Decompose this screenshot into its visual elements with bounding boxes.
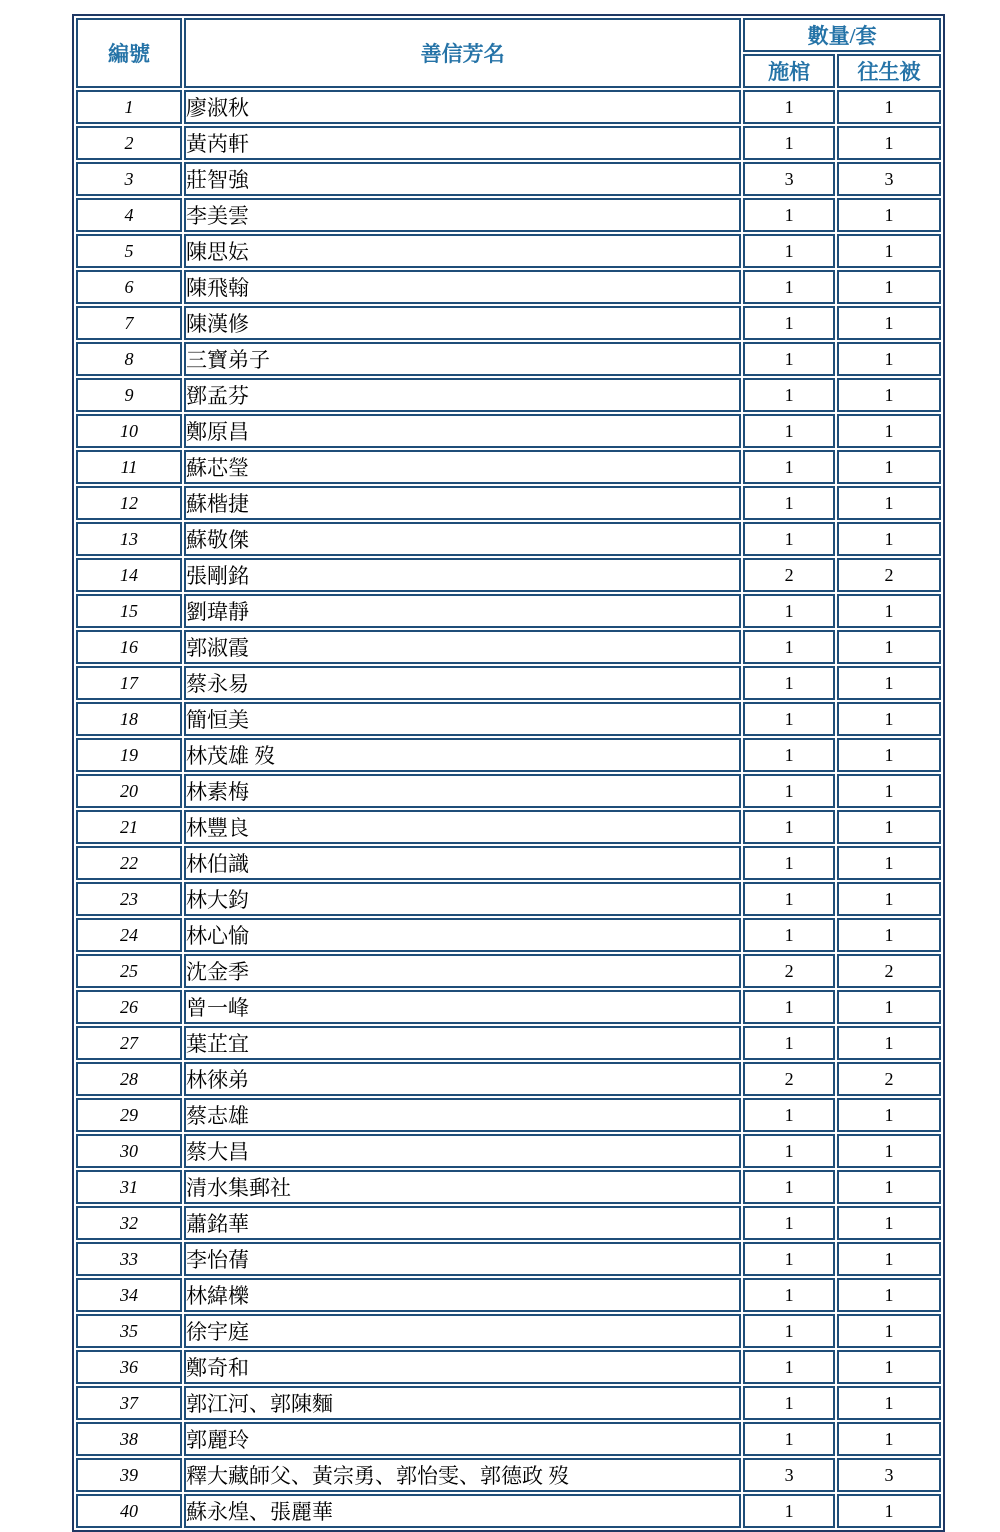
row-blanket-qty-cell: 1: [837, 1242, 941, 1276]
table-row: [76, 918, 941, 952]
row-coffin-qty-cell: 1: [743, 702, 835, 736]
row-coffin-qty-cell: 1: [743, 1206, 835, 1240]
row-id-cell: 4: [76, 198, 182, 232]
table-row: [76, 198, 941, 232]
row-id-cell: 40: [76, 1494, 182, 1528]
row-id-cell: 14: [76, 558, 182, 592]
document-sheet: [72, 14, 945, 1532]
row-coffin-qty-cell: 1: [743, 882, 835, 916]
row-coffin-qty-cell: 3: [743, 1458, 835, 1492]
row-name-cell: 鄧孟芬: [184, 378, 741, 412]
row-blanket-qty-cell: 1: [837, 234, 941, 268]
table-header: [76, 18, 941, 88]
table-row: [76, 1206, 941, 1240]
row-coffin-qty-cell: 1: [743, 1242, 835, 1276]
row-id-cell: 34: [76, 1278, 182, 1312]
table-row: [76, 522, 941, 556]
table-row: [76, 378, 941, 412]
row-coffin-qty-cell: 1: [743, 306, 835, 340]
row-blanket-qty-cell: 1: [837, 1386, 941, 1420]
row-name-cell: 徐宇庭: [184, 1314, 741, 1348]
row-coffin-qty-cell: 1: [743, 594, 835, 628]
row-blanket-qty-cell: 3: [837, 1458, 941, 1492]
row-id-cell: 23: [76, 882, 182, 916]
row-blanket-qty-cell: 1: [837, 846, 941, 880]
row-coffin-qty-cell: 1: [743, 1386, 835, 1420]
column-header-quantity-group: 數量/套: [743, 18, 941, 52]
row-blanket-qty-cell: 1: [837, 270, 941, 304]
table-row: [76, 990, 941, 1024]
row-coffin-qty-cell: 1: [743, 630, 835, 664]
table-row: [76, 450, 941, 484]
row-id-cell: 32: [76, 1206, 182, 1240]
row-blanket-qty-cell: 1: [837, 1422, 941, 1456]
row-blanket-qty-cell: 2: [837, 1062, 941, 1096]
table-row: [76, 954, 941, 988]
row-blanket-qty-cell: 1: [837, 378, 941, 412]
row-coffin-qty-cell: 1: [743, 126, 835, 160]
table-row: [76, 1026, 941, 1060]
row-id-cell: 37: [76, 1386, 182, 1420]
table-row: [76, 1170, 941, 1204]
row-blanket-qty-cell: 1: [837, 918, 941, 952]
row-name-cell: 三寶弟子: [184, 342, 741, 376]
row-id-cell: 9: [76, 378, 182, 412]
row-id-cell: 33: [76, 1242, 182, 1276]
row-name-cell: 莊智強: [184, 162, 741, 196]
row-id-cell: 16: [76, 630, 182, 664]
row-name-cell: 張剛銘: [184, 558, 741, 592]
row-id-cell: 10: [76, 414, 182, 448]
row-coffin-qty-cell: 1: [743, 198, 835, 232]
row-blanket-qty-cell: 1: [837, 522, 941, 556]
row-name-cell: 蘇楷捷: [184, 486, 741, 520]
row-name-cell: 林素梅: [184, 774, 741, 808]
row-name-cell: 葉芷宜: [184, 1026, 741, 1060]
table-row: [76, 1422, 941, 1456]
row-id-cell: 8: [76, 342, 182, 376]
row-blanket-qty-cell: 1: [837, 774, 941, 808]
table-row: [76, 234, 941, 268]
row-coffin-qty-cell: 1: [743, 1098, 835, 1132]
row-coffin-qty-cell: 1: [743, 1314, 835, 1348]
column-header-name: 善信芳名: [184, 18, 741, 88]
table-row: [76, 1062, 941, 1096]
row-coffin-qty-cell: 2: [743, 1062, 835, 1096]
row-blanket-qty-cell: 1: [837, 666, 941, 700]
row-blanket-qty-cell: 1: [837, 306, 941, 340]
row-name-cell: 蘇永煌、張麗華: [184, 1494, 741, 1528]
row-name-cell: 釋大藏師父、黃宗勇、郭怡雯、郭德政 歿: [184, 1458, 741, 1492]
table-row: [76, 414, 941, 448]
row-id-cell: 18: [76, 702, 182, 736]
row-blanket-qty-cell: 1: [837, 414, 941, 448]
row-name-cell: 鄭奇和: [184, 1350, 741, 1384]
table-row: [76, 1386, 941, 1420]
row-coffin-qty-cell: 1: [743, 450, 835, 484]
row-blanket-qty-cell: 1: [837, 882, 941, 916]
table-row: [76, 126, 941, 160]
table-row: [76, 306, 941, 340]
row-coffin-qty-cell: 1: [743, 1494, 835, 1528]
row-coffin-qty-cell: 1: [743, 918, 835, 952]
row-blanket-qty-cell: 1: [837, 342, 941, 376]
row-blanket-qty-cell: 2: [837, 954, 941, 988]
row-name-cell: 沈金季: [184, 954, 741, 988]
row-id-cell: 13: [76, 522, 182, 556]
column-header-id: 編號: [76, 18, 182, 88]
row-id-cell: 36: [76, 1350, 182, 1384]
table-row: [76, 594, 941, 628]
row-blanket-qty-cell: 1: [837, 486, 941, 520]
row-name-cell: 蕭銘華: [184, 1206, 741, 1240]
row-coffin-qty-cell: 3: [743, 162, 835, 196]
row-blanket-qty-cell: 1: [837, 450, 941, 484]
row-id-cell: 25: [76, 954, 182, 988]
donor-roster-table: [72, 14, 945, 1532]
row-name-cell: 林徠弟: [184, 1062, 741, 1096]
column-header-blanket: 往生被: [837, 54, 941, 88]
row-coffin-qty-cell: 1: [743, 486, 835, 520]
row-coffin-qty-cell: 1: [743, 342, 835, 376]
table-row: [76, 774, 941, 808]
row-id-cell: 31: [76, 1170, 182, 1204]
row-id-cell: 22: [76, 846, 182, 880]
row-id-cell: 2: [76, 126, 182, 160]
row-id-cell: 3: [76, 162, 182, 196]
table-row: [76, 486, 941, 520]
row-id-cell: 12: [76, 486, 182, 520]
row-name-cell: 郭麗玲: [184, 1422, 741, 1456]
table-row: [76, 1350, 941, 1384]
row-name-cell: 林心愉: [184, 918, 741, 952]
table-row: [76, 1314, 941, 1348]
row-id-cell: 1: [76, 90, 182, 124]
row-coffin-qty-cell: 1: [743, 234, 835, 268]
row-blanket-qty-cell: 1: [837, 1170, 941, 1204]
row-coffin-qty-cell: 1: [743, 846, 835, 880]
row-id-cell: 11: [76, 450, 182, 484]
row-id-cell: 7: [76, 306, 182, 340]
table-row: [76, 738, 941, 772]
row-coffin-qty-cell: 1: [743, 1134, 835, 1168]
row-name-cell: 劉瑋靜: [184, 594, 741, 628]
row-coffin-qty-cell: 1: [743, 378, 835, 412]
row-coffin-qty-cell: 1: [743, 1026, 835, 1060]
row-name-cell: 林大鈞: [184, 882, 741, 916]
row-name-cell: 陳漢修: [184, 306, 741, 340]
table-row: [76, 630, 941, 664]
row-name-cell: 曾一峰: [184, 990, 741, 1024]
row-name-cell: 郭江河、郭陳麵: [184, 1386, 741, 1420]
row-coffin-qty-cell: 1: [743, 270, 835, 304]
row-id-cell: 17: [76, 666, 182, 700]
row-blanket-qty-cell: 1: [837, 126, 941, 160]
row-name-cell: 蘇敬傑: [184, 522, 741, 556]
row-coffin-qty-cell: 1: [743, 774, 835, 808]
row-coffin-qty-cell: 2: [743, 558, 835, 592]
table-row: [76, 810, 941, 844]
row-id-cell: 35: [76, 1314, 182, 1348]
row-blanket-qty-cell: 1: [837, 1026, 941, 1060]
row-id-cell: 5: [76, 234, 182, 268]
row-coffin-qty-cell: 1: [743, 90, 835, 124]
row-id-cell: 15: [76, 594, 182, 628]
table-row: [76, 1458, 941, 1492]
row-coffin-qty-cell: 1: [743, 1170, 835, 1204]
row-name-cell: 蘇芯瑩: [184, 450, 741, 484]
row-coffin-qty-cell: 1: [743, 738, 835, 772]
row-coffin-qty-cell: 1: [743, 810, 835, 844]
row-name-cell: 林緯櫟: [184, 1278, 741, 1312]
table-row: [76, 558, 941, 592]
row-id-cell: 26: [76, 990, 182, 1024]
row-name-cell: 林豐良: [184, 810, 741, 844]
table-row: [76, 846, 941, 880]
row-id-cell: 19: [76, 738, 182, 772]
row-coffin-qty-cell: 2: [743, 954, 835, 988]
row-coffin-qty-cell: 1: [743, 1350, 835, 1384]
row-id-cell: 6: [76, 270, 182, 304]
row-name-cell: 清水集郵社: [184, 1170, 741, 1204]
row-id-cell: 21: [76, 810, 182, 844]
row-coffin-qty-cell: 1: [743, 414, 835, 448]
row-name-cell: 林伯識: [184, 846, 741, 880]
row-coffin-qty-cell: 1: [743, 990, 835, 1024]
row-blanket-qty-cell: 1: [837, 1206, 941, 1240]
row-name-cell: 蔡志雄: [184, 1098, 741, 1132]
row-blanket-qty-cell: 1: [837, 1314, 941, 1348]
row-id-cell: 29: [76, 1098, 182, 1132]
table-row: [76, 162, 941, 196]
row-blanket-qty-cell: 1: [837, 810, 941, 844]
row-name-cell: 鄭原昌: [184, 414, 741, 448]
table-row: [76, 1098, 941, 1132]
table-row: [76, 270, 941, 304]
row-id-cell: 38: [76, 1422, 182, 1456]
table-row: [76, 1134, 941, 1168]
row-blanket-qty-cell: 1: [837, 90, 941, 124]
row-name-cell: 郭淑霞: [184, 630, 741, 664]
row-name-cell: 李怡蒨: [184, 1242, 741, 1276]
row-blanket-qty-cell: 2: [837, 558, 941, 592]
table-row: [76, 1278, 941, 1312]
table-body: [76, 90, 941, 1528]
row-coffin-qty-cell: 1: [743, 1422, 835, 1456]
row-name-cell: 林茂雄 歿: [184, 738, 741, 772]
row-blanket-qty-cell: 1: [837, 1350, 941, 1384]
row-blanket-qty-cell: 1: [837, 1494, 941, 1528]
table-row: [76, 342, 941, 376]
row-blanket-qty-cell: 1: [837, 1098, 941, 1132]
row-blanket-qty-cell: 1: [837, 198, 941, 232]
table-row: [76, 666, 941, 700]
row-coffin-qty-cell: 1: [743, 666, 835, 700]
row-name-cell: 李美雲: [184, 198, 741, 232]
table-row: [76, 1494, 941, 1528]
row-name-cell: 廖淑秋: [184, 90, 741, 124]
row-blanket-qty-cell: 1: [837, 738, 941, 772]
row-id-cell: 24: [76, 918, 182, 952]
row-blanket-qty-cell: 1: [837, 990, 941, 1024]
row-blanket-qty-cell: 3: [837, 162, 941, 196]
row-name-cell: 陳思妘: [184, 234, 741, 268]
row-id-cell: 39: [76, 1458, 182, 1492]
row-id-cell: 20: [76, 774, 182, 808]
row-blanket-qty-cell: 1: [837, 594, 941, 628]
row-coffin-qty-cell: 1: [743, 1278, 835, 1312]
row-name-cell: 蔡永易: [184, 666, 741, 700]
row-blanket-qty-cell: 1: [837, 1134, 941, 1168]
row-id-cell: 28: [76, 1062, 182, 1096]
row-name-cell: 簡恒美: [184, 702, 741, 736]
row-name-cell: 陳飛翰: [184, 270, 741, 304]
row-name-cell: 黃芮軒: [184, 126, 741, 160]
table-row: [76, 90, 941, 124]
table-row: [76, 702, 941, 736]
row-coffin-qty-cell: 1: [743, 522, 835, 556]
column-header-coffin: 施棺: [743, 54, 835, 88]
row-blanket-qty-cell: 1: [837, 1278, 941, 1312]
row-blanket-qty-cell: 1: [837, 630, 941, 664]
row-name-cell: 蔡大昌: [184, 1134, 741, 1168]
table-row: [76, 1242, 941, 1276]
row-id-cell: 27: [76, 1026, 182, 1060]
row-blanket-qty-cell: 1: [837, 702, 941, 736]
table-row: [76, 882, 941, 916]
row-id-cell: 30: [76, 1134, 182, 1168]
